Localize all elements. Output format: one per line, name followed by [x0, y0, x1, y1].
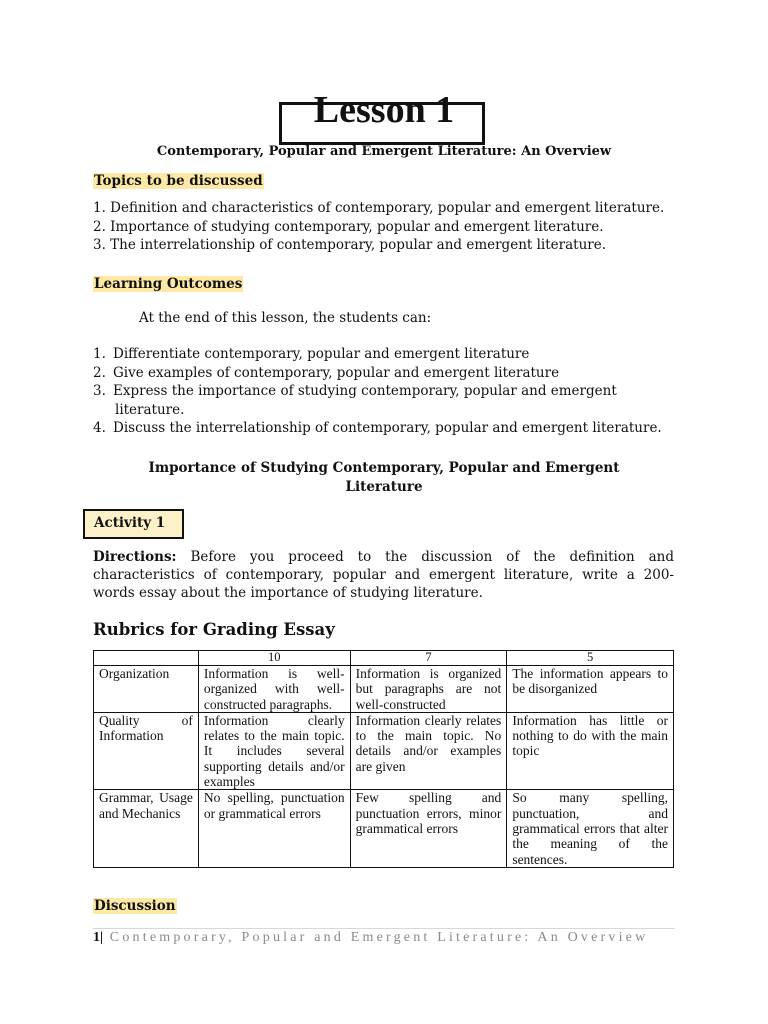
- topics-list: [93, 199, 693, 255]
- table-header: 5: [507, 651, 674, 666]
- discussion-heading: Discussion: [94, 898, 176, 914]
- table-cell: Information is organized but paragraphs are not well-constructed: [350, 666, 507, 713]
- footer-text: Contemporary, Popular and Emergent Literature: An Overview: [109, 930, 649, 945]
- list-item: 3. The interrelationship of contemporary, popular and emergent literature.: [93, 237, 607, 253]
- rubric-title: Rubrics for Grading Essay: [93, 620, 335, 639]
- list-item: 4. Discuss the interrelationship of contemporary, popular and emergent literature.: [93, 420, 662, 436]
- section-title: Importance of Studying Contemporary, Popular and Emergent Literature: [148, 460, 620, 495]
- table-header-row: [94, 651, 674, 666]
- activity-label: Activity 1: [83, 509, 184, 539]
- table-cell: Information has little or nothing to do with the main topic: [507, 712, 674, 789]
- rubric-table: [93, 650, 674, 868]
- table-cell: Information clearly relates to the main topic. It includes several supporting details and/or examples: [198, 712, 350, 789]
- outcomes-intro: At the end of this lesson, the students can:: [139, 310, 432, 326]
- outcomes-list: [93, 345, 693, 438]
- table-row: [94, 790, 674, 867]
- directions-label: Directions:: [93, 549, 177, 565]
- table-cell: The information appears to be disorganized: [507, 666, 674, 713]
- lesson-title: Lesson 1: [313, 89, 455, 131]
- list-item: 2. Importance of studying contemporary, popular and emergent literature.: [93, 218, 604, 235]
- table-cell: Information clearly relates to the main topic. No details and/or examples are given: [350, 712, 507, 789]
- page-number: 1: [93, 930, 100, 945]
- table-cell: Few spelling and punctuation errors, minor grammatical errors: [350, 790, 507, 867]
- table-header: 10: [198, 651, 350, 666]
- criterion: Organization: [94, 666, 199, 713]
- directions-text: Before you proceed to the discussion of the definition and characteristics of contemporary, popular and emergent literature, write a 200-words essay about the importance of studying literature.: [93, 549, 674, 601]
- outcomes-heading: Learning Outcomes: [94, 276, 243, 292]
- table-row: [94, 712, 674, 789]
- criterion: Grammar, Usage and Mechanics: [94, 790, 199, 867]
- table-cell: No spelling, punctuation or grammatical errors: [198, 790, 350, 867]
- list-item: 1. Differentiate contemporary, popular and emergent literature: [93, 346, 530, 362]
- list-item: 2. Give examples of contemporary, popular and emergent literature: [93, 364, 560, 381]
- topics-heading: Topics to be discussed: [94, 173, 263, 189]
- table-header: 7: [350, 651, 507, 666]
- page-footer: [93, 929, 653, 947]
- table-row: [94, 666, 674, 713]
- directions: [93, 548, 674, 602]
- table-cell: Information is well-organized with well-constructed paragraphs.: [198, 666, 350, 713]
- list-item-continuation: literature.: [115, 401, 185, 418]
- footer-separator: |: [100, 930, 104, 945]
- list-item: 1. Definition and characteristics of contemporary, popular and emergent literature.: [93, 200, 665, 216]
- table-cell: So many spelling, punctuation, and grammatical errors that alter the meaning of the sentences.: [507, 790, 674, 867]
- table-header: [94, 651, 199, 666]
- criterion: Quality of Information: [94, 712, 199, 789]
- list-item: 3. Express the importance of studying contemporary, popular and emergent: [93, 383, 617, 399]
- lesson-subtitle: Contemporary, Popular and Emergent Literature: An Overview: [156, 144, 612, 159]
